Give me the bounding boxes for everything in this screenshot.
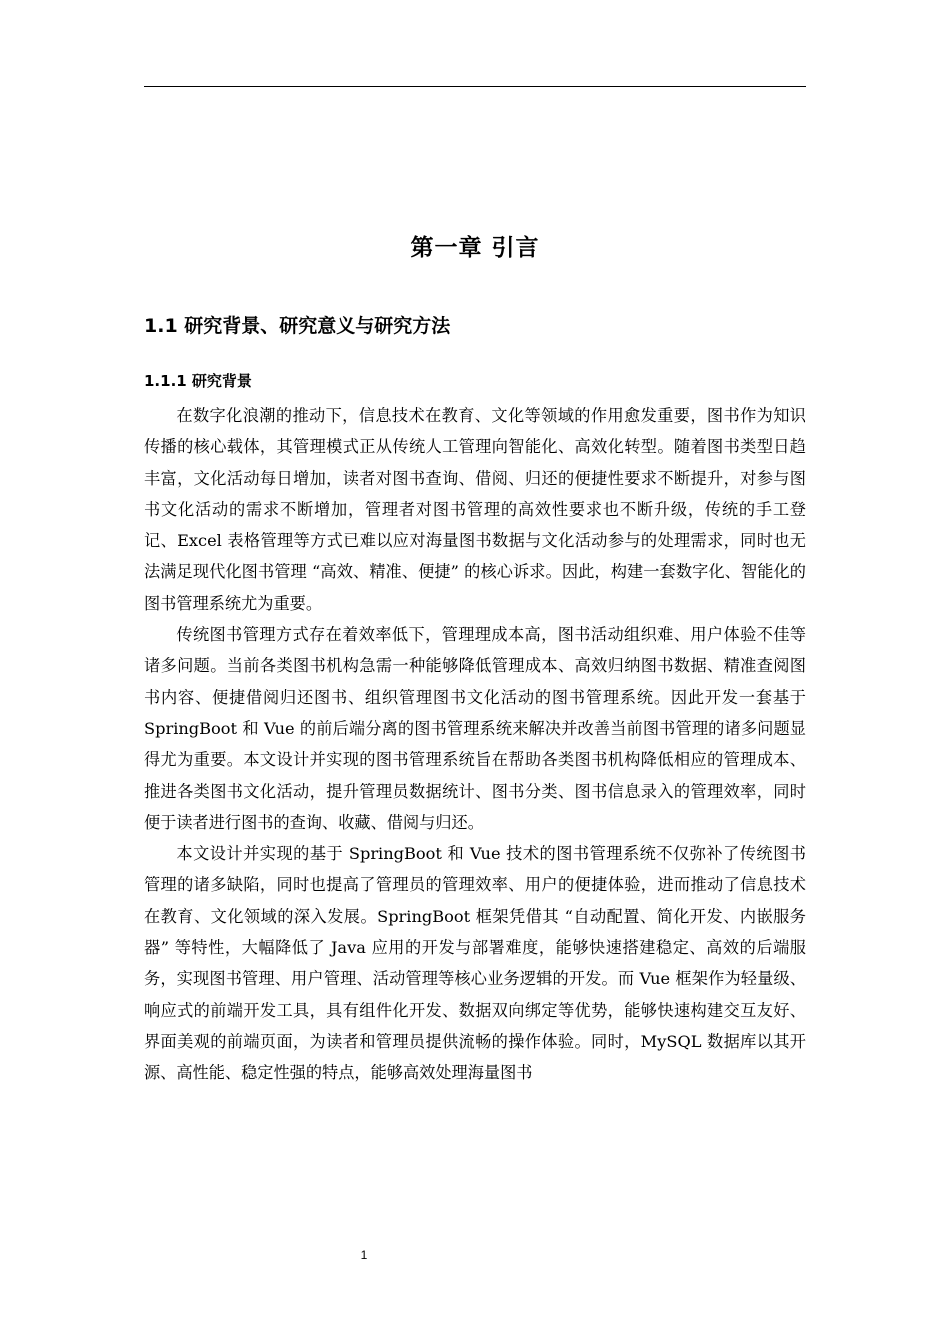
chapter-title: 第一章 引言 bbox=[410, 235, 540, 261]
header-rule bbox=[144, 86, 806, 87]
body-text bbox=[144, 400, 806, 1089]
paragraph: 本文设计并实现的基于 SpringBoot 和 Vue 技术的图书管理系统不仅弥补了传统图书管理的诸多缺陷，同时也提高了管理员的管理效率、用户的便捷体验，进而推动了信息技术在教育、文化领域的深入发展。SpringBoot 框架凭借其 “自动配置、简化开发、内嵌服务器” 等特性，大幅降低了 Java 应用的开发与部署难度，能够快速搭建稳定、高效的后端服务，实现图书管理、用户管理、活动管理等核心业务逻辑的开发。而 Vue 框架作为轻量级、响应式的前端开发工具，具有组件化开发、数据双向绑定等优势，能够快速构建交互友好、界面美观的前端页面，为读者和管理员提供流畅的操作体验。同时，MySQL 数据库以其开源、高性能、稳定性强的特点，能够高效处理海量图书 bbox=[144, 844, 806, 1083]
paragraph: 在数字化浪潮的推动下，信息技术在教育、文化等领域的作用愈发重要，图书作为知识传播的核心载体，其管理模式正从传统人工管理向智能化、高效化转型。随着图书类型日趋丰富，文化活动每日增加，读者对图书查询、借阅、归还的便捷性要求不断提升，对参与图书文化活动的需求不断增加，管理者对图书管理的高效性要求也不断升级，传统的手工登记、Excel 表格管理等方式已难以应对海量图书数据与文化活动参与的处理需求，同时也无法满足现代化图书管理 “高效、精准、便捷” 的核心诉求。因此，构建一套数字化、智能化的图书管理系统尤为重要。 bbox=[144, 406, 806, 613]
subsection-heading: 1.1.1 研究背景 bbox=[144, 372, 252, 390]
paragraph: 传统图书管理方式存在着效率低下，管理理成本高，图书活动组织难、用户体验不佳等诸多问题。当前各类图书机构急需一种能够降低管理成本、高效归纳图书数据、精准查阅图书内容、便捷借阅归还图书、组织管理图书文化活动的图书管理系统。因此开发一套基于 SpringBoot 和 Vue 的前后端分离的图书管理系统来解决并改善当前图书管理的诸多问题显得尤为重要。本文设计并实现的图书管理系统旨在帮助各类图书机构降低相应的管理成本、推进各类图书文化活动，提升管理员数据统计、图书分类、图书信息录入的管理效率，同时便于读者进行图书的查询、收藏、借阅与归还。 bbox=[144, 625, 806, 832]
section-heading: 1.1 研究背景、研究意义与研究方法 bbox=[144, 315, 451, 337]
page-number: 1 bbox=[360, 1248, 368, 1262]
